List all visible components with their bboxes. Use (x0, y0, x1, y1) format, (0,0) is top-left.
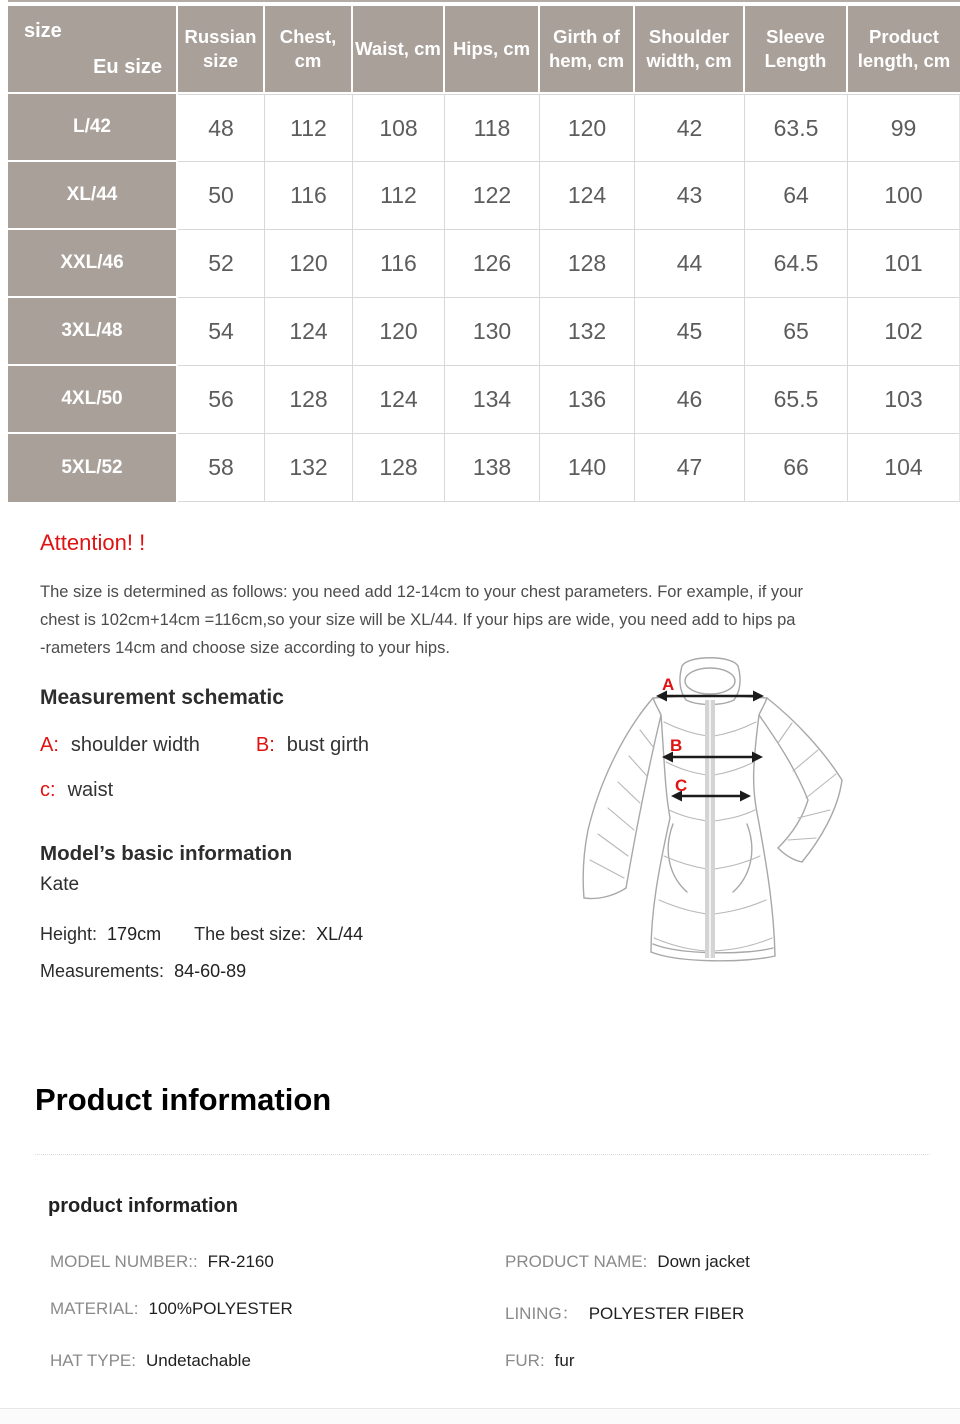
column-header-girth-of-hem: Girth of hem, cm (540, 6, 635, 94)
column-header-hips: Hips, cm (445, 6, 540, 94)
size-table-row (8, 162, 960, 230)
size-table-cell: 112 (353, 162, 445, 230)
size-row-label: XXL/46 (8, 230, 178, 298)
field-label: PRODUCT NAME: (505, 1252, 648, 1271)
legend-item-bust-girth (256, 734, 369, 757)
size-table-cell: 63.5 (745, 94, 848, 162)
column-header-chest: Chest, cm (265, 6, 353, 94)
product-field-right-1 (505, 1299, 960, 1324)
field-value: fur (554, 1351, 575, 1370)
diagram-label-b: B (670, 736, 683, 755)
size-table-cell: 58 (178, 434, 265, 502)
product-field-left-2 (50, 1351, 505, 1371)
field-label: MODEL NUMBER:: (50, 1252, 198, 1271)
size-table-cell: 101 (848, 230, 960, 298)
size-table (8, 6, 960, 502)
size-table-cell: 134 (445, 366, 540, 434)
size-table-row (8, 366, 960, 434)
legend-item-shoulder-width (40, 734, 200, 757)
jacket-measurement-diagram (580, 650, 960, 1030)
size-table-cell: 56 (178, 366, 265, 434)
measurements-value: 84-60-89 (174, 961, 247, 981)
column-header-waist: Waist, cm (353, 6, 445, 94)
size-table-cell: 128 (265, 366, 353, 434)
field-value: POLYESTER FIBER (588, 1304, 745, 1323)
table-corner-cell (8, 6, 178, 94)
size-table-cell: 45 (635, 298, 745, 366)
attention-heading: Attention! ! (40, 530, 146, 555)
size-row-label: 4XL/50 (8, 366, 178, 434)
next-image-edge (0, 1408, 960, 1424)
size-table-cell: 52 (178, 230, 265, 298)
column-header-sleeve-length: Sleeve Length (745, 6, 848, 94)
size-table-cell: 112 (265, 94, 353, 162)
size-table-cell: 116 (265, 162, 353, 230)
product-field-left-1 (50, 1299, 505, 1324)
size-table-cell: 136 (540, 366, 635, 434)
column-header-product-length: Product length, cm (848, 6, 960, 94)
size-table-cell: 44 (635, 230, 745, 298)
measurements-label: Measurements: (40, 961, 165, 981)
size-table-cell: 130 (445, 298, 540, 366)
size-table-cell: 132 (540, 298, 635, 366)
best-size-value: XL/44 (316, 924, 364, 944)
size-table-cell: 65 (745, 298, 848, 366)
product-field-right-0 (505, 1252, 960, 1272)
model-name: Kate (40, 874, 80, 895)
size-table-cell: 50 (178, 162, 265, 230)
legend-key-c: c: (40, 779, 56, 801)
size-table-cell: 140 (540, 434, 635, 502)
field-label: HAT TYPE: (50, 1351, 136, 1370)
field-value: Undetachable (145, 1351, 251, 1370)
size-table-cell: 124 (353, 366, 445, 434)
size-table-row (8, 94, 960, 162)
attention-line: -rameters 14cm and choose size according to your hips. (40, 639, 450, 657)
section-divider (35, 1154, 930, 1155)
field-value: FR-2160 (207, 1252, 274, 1271)
product-info-grid (50, 1252, 960, 1371)
legend-label-shoulder-width: shoulder width (70, 734, 200, 756)
size-row-label: L/42 (8, 94, 178, 162)
size-table-cell: 48 (178, 94, 265, 162)
size-table-cell: 43 (635, 162, 745, 230)
size-table-cell: 126 (445, 230, 540, 298)
product-field-left-0 (50, 1252, 505, 1272)
size-table-cell: 64.5 (745, 230, 848, 298)
size-table-cell: 103 (848, 366, 960, 434)
legend-key-b: B: (255, 734, 275, 756)
size-table-cell: 132 (265, 434, 353, 502)
size-table-cell: 102 (848, 298, 960, 366)
size-table-cell: 104 (848, 434, 960, 502)
size-table-cell: 118 (445, 94, 540, 162)
legend-item-waist (40, 779, 113, 802)
attention-line: chest is 102cm+14cm =116cm,so your size will be XL/44. If your hips are wide, you need add to hips pa (40, 611, 796, 629)
product-field-right-2 (505, 1351, 960, 1371)
column-header-shoulder-width: Shoulder width, cm (635, 6, 745, 94)
legend-key-a: A: (40, 734, 59, 756)
size-table-cell: 138 (445, 434, 540, 502)
size-row-label: 5XL/52 (8, 434, 178, 502)
best-size-label: The best size: (194, 924, 307, 944)
size-table-cell: 46 (635, 366, 745, 434)
height-value: 179cm (107, 924, 162, 944)
column-header-russian-size: Russian size (178, 6, 265, 94)
diagram-label-c: C (675, 776, 688, 795)
height-label: Height: (40, 924, 98, 944)
size-table-cell: 120 (540, 94, 635, 162)
size-table-cell: 128 (353, 434, 445, 502)
size-table-row (8, 434, 960, 502)
size-table-cell: 128 (540, 230, 635, 298)
measurement-schematic-heading: Measurement schematic (40, 686, 284, 709)
size-table-cell: 99 (848, 94, 960, 162)
top-image-edge (8, 0, 960, 2)
model-info-heading: Model’s basic information (40, 842, 293, 865)
corner-eu-size-label: Eu size (93, 56, 162, 78)
field-value: Down jacket (657, 1252, 750, 1271)
size-table-cell: 66 (745, 434, 848, 502)
size-table-cell: 65.5 (745, 366, 848, 434)
size-table-row (8, 230, 960, 298)
size-table-row (8, 298, 960, 366)
size-table-cell: 64 (745, 162, 848, 230)
size-table-cell: 120 (353, 298, 445, 366)
legend-label-bust-girth: bust girth (286, 734, 370, 756)
size-row-label: XL/44 (8, 162, 178, 230)
size-table-cell: 116 (353, 230, 445, 298)
legend-label-waist: waist (67, 779, 114, 801)
size-table-cell: 124 (265, 298, 353, 366)
size-table-cell: 54 (178, 298, 265, 366)
field-value: 100%POLYESTER (148, 1299, 293, 1318)
size-table-cell: 100 (848, 162, 960, 230)
corner-size-label: size (24, 20, 62, 42)
diagram-label-a: A (662, 675, 675, 694)
size-table-cell: 47 (635, 434, 745, 502)
field-label: FUR: (505, 1351, 545, 1370)
size-table-header-row (8, 6, 960, 94)
size-table-cell: 108 (353, 94, 445, 162)
size-table-cell: 42 (635, 94, 745, 162)
jacket-zipper (705, 700, 715, 958)
size-table-cell: 120 (265, 230, 353, 298)
size-table-cell: 124 (540, 162, 635, 230)
attention-line: The size is determined as follows: you need add 12-14cm to your chest parameters. For example, if your (40, 583, 804, 601)
field-label: MATERIAL: (50, 1299, 139, 1318)
size-table-cell: 122 (445, 162, 540, 230)
product-information-heading: Product information (35, 1082, 332, 1117)
size-row-label: 3XL/48 (8, 298, 178, 366)
product-information-subheading: product information (48, 1195, 238, 1217)
field-label: LINING： (505, 1304, 579, 1323)
